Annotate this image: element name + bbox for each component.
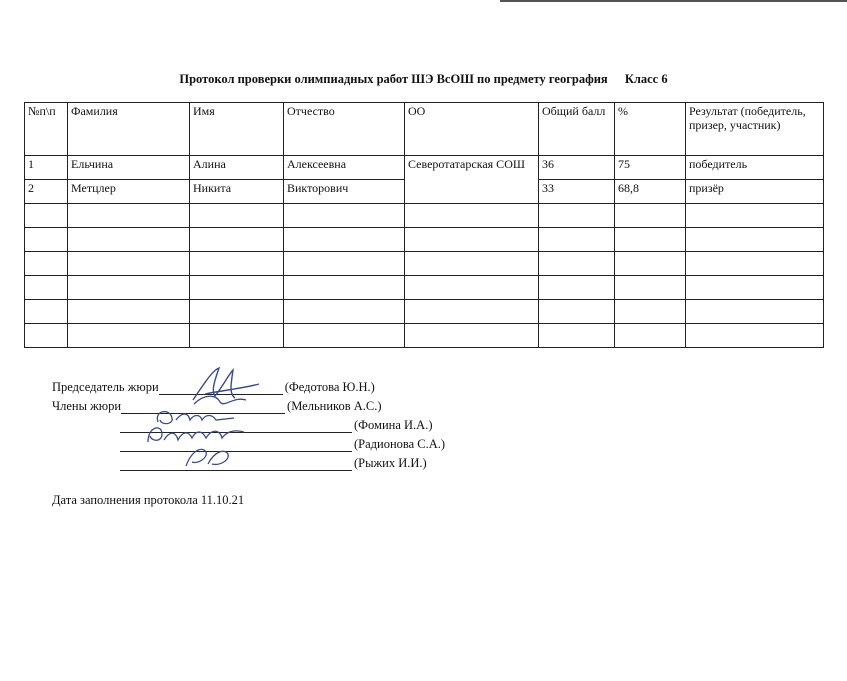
column-header: №п\п xyxy=(25,103,68,156)
table-cell: Северотатарская СОШ xyxy=(405,156,539,204)
table-cell xyxy=(190,228,284,252)
table-cell xyxy=(539,204,615,228)
column-header: Отчество xyxy=(284,103,405,156)
table-cell xyxy=(25,252,68,276)
table-cell xyxy=(25,276,68,300)
table-cell xyxy=(284,300,405,324)
jury-row-member xyxy=(52,437,445,456)
table-row xyxy=(25,156,824,180)
table-cell xyxy=(25,228,68,252)
table-cell xyxy=(539,324,615,348)
table-cell xyxy=(686,276,824,300)
table-row xyxy=(25,276,824,300)
jury-name: (Рыжих И.И.) xyxy=(354,456,427,470)
signature-line xyxy=(159,382,283,395)
table-cell xyxy=(284,252,405,276)
table-cell xyxy=(686,228,824,252)
table-cell xyxy=(190,252,284,276)
table-cell xyxy=(615,300,686,324)
table-header-row xyxy=(25,103,824,156)
table-cell: 2 xyxy=(25,180,68,204)
table-cell xyxy=(405,300,539,324)
table-cell xyxy=(615,276,686,300)
table-cell xyxy=(68,228,190,252)
table-cell xyxy=(405,228,539,252)
members-label: Члены жюри xyxy=(52,399,122,413)
table-cell: 68,8 xyxy=(615,180,686,204)
title-text: Протокол проверки олимпиадных работ ШЭ ВсОШ по предмету география xyxy=(179,72,608,86)
table-cell: 36 xyxy=(539,156,615,180)
class-label: Класс 6 xyxy=(624,72,668,86)
scan-edge-line xyxy=(500,0,847,2)
table-cell xyxy=(284,204,405,228)
table-cell xyxy=(68,276,190,300)
table-cell xyxy=(686,252,824,276)
table-cell xyxy=(539,228,615,252)
signature-line xyxy=(120,439,352,452)
table-cell xyxy=(68,204,190,228)
table-row xyxy=(25,252,824,276)
table-cell xyxy=(615,228,686,252)
table-cell: Викторович xyxy=(284,180,405,204)
table-row xyxy=(25,204,824,228)
column-header: % xyxy=(615,103,686,156)
signature-line xyxy=(120,420,352,433)
table-cell xyxy=(190,204,284,228)
jury-name: (Федотова Ю.Н.) xyxy=(284,380,375,394)
column-header: Фамилия xyxy=(68,103,190,156)
fill-date: Дата заполнения протокола 11.10.21 xyxy=(52,493,245,507)
table-cell xyxy=(686,204,824,228)
table-row xyxy=(25,300,824,324)
jury-row-chair xyxy=(52,380,445,399)
column-header: Общий балл xyxy=(539,103,615,156)
table-cell xyxy=(405,204,539,228)
table-cell xyxy=(539,300,615,324)
table-cell: победитель xyxy=(686,156,824,180)
chair-label: Председатель жюри xyxy=(52,380,159,394)
table-cell: призёр xyxy=(686,180,824,204)
table-cell xyxy=(25,324,68,348)
table-cell xyxy=(284,324,405,348)
signature-line xyxy=(120,458,352,471)
table-row xyxy=(25,324,824,348)
table-cell xyxy=(686,324,824,348)
table-cell xyxy=(190,276,284,300)
page-title xyxy=(0,72,847,87)
table-cell xyxy=(284,228,405,252)
table-cell xyxy=(405,324,539,348)
table-cell: Никита xyxy=(190,180,284,204)
column-header: ОО xyxy=(405,103,539,156)
table-row xyxy=(25,228,824,252)
table-cell xyxy=(25,204,68,228)
jury-row-member xyxy=(52,399,445,418)
table-cell xyxy=(615,204,686,228)
table-cell xyxy=(68,300,190,324)
results-table xyxy=(24,102,824,348)
table-cell xyxy=(686,300,824,324)
signature-line xyxy=(121,401,285,414)
table-cell: 33 xyxy=(539,180,615,204)
table-cell: Алексеевна xyxy=(284,156,405,180)
jury-row-member xyxy=(52,456,445,475)
jury-signatures xyxy=(52,380,445,475)
table-cell xyxy=(615,324,686,348)
table-cell xyxy=(615,252,686,276)
table-cell: Метцлер xyxy=(68,180,190,204)
jury-row-member xyxy=(52,418,445,437)
jury-name: (Радионова С.А.) xyxy=(354,437,446,451)
column-header: Имя xyxy=(190,103,284,156)
table-cell: Ельчина xyxy=(68,156,190,180)
table-cell xyxy=(25,300,68,324)
table-cell xyxy=(405,276,539,300)
table-cell xyxy=(68,252,190,276)
column-header: Результат (победитель, призер, участник) xyxy=(686,103,824,156)
table-cell xyxy=(539,276,615,300)
table-cell xyxy=(68,324,190,348)
table-cell xyxy=(284,276,405,300)
table-cell: 1 xyxy=(25,156,68,180)
table-cell: Алина xyxy=(190,156,284,180)
table-cell xyxy=(190,324,284,348)
table-cell: 75 xyxy=(615,156,686,180)
jury-name: (Мельников А.С.) xyxy=(287,399,382,413)
jury-name: (Фомина И.А.) xyxy=(354,418,433,432)
table-cell xyxy=(405,252,539,276)
table-cell xyxy=(539,252,615,276)
table-cell xyxy=(190,300,284,324)
